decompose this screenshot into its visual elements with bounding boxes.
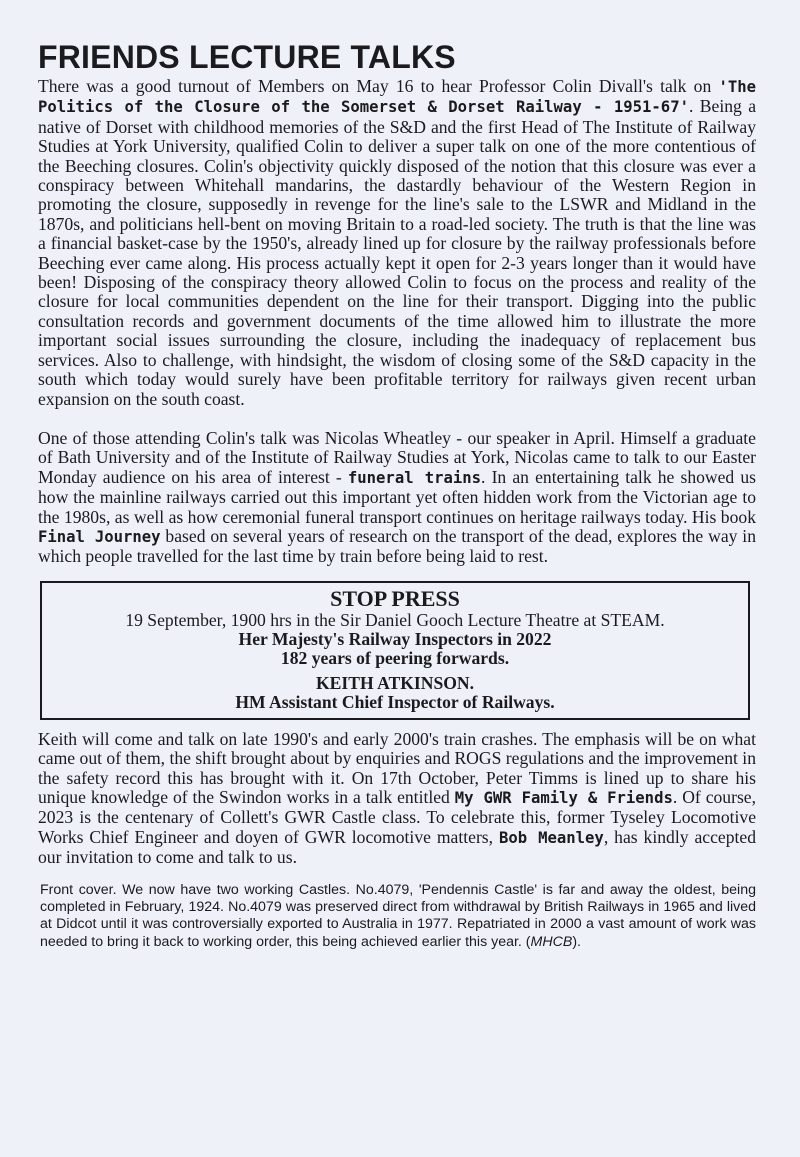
- bob-meanley-name: Bob Meanley: [499, 828, 604, 847]
- stop-press-box: [40, 581, 750, 720]
- stop-press-speaker: KEITH ATKINSON.: [315, 672, 475, 693]
- photo-credit: MHCB: [530, 933, 573, 950]
- para1-body: . Being a native of Dorset with childhood memories of the S&D and the first Head of The Institute of Railway Studies at York University, qualified Colin to deliver a super talk on one of the more contentious of the Beeching closures. Colin's objectivity quickly disposed of the notion that this closure was ever a conspiracy between Whitehall mandarins, the dastardly behaviour of the Western Region in promoting the closure, supposedly in revenge for the line's sale to the LSWR and Midland in the 1870s, and politicians hell-bent on moving Britain to a road-led society. The truth is that the line was a financial basket-case by the 1950's, already lined up for closure by the railway professionals before Beeching ever came along. His process actually kept it open for 2-3 years longer than it would have been! Disposing of the conspiracy theory allowed Colin to focus on the process and reality of the closure for local communities dependent on the line for their transport. Digging into the public consultation records and government documents of the time allowed him to illustrate the more important social issues surrounding the closure, including the inadequacy of replacement bus services. Also to challenge, with hindsight, the wisdom of closing some of the S&D capacity in the south which today would surely have been profitable territory for railways given recent urban expansion on the south coast.: [38, 96, 757, 409]
- page-heading: FRIENDS LECTURE TALKS: [38, 39, 456, 75]
- para1-intro: There was a good turnout of Members on May 16 to hear Professor Colin Divall's talk on: [38, 76, 719, 96]
- para3-text-2: . Of course, 2023 is the centenary of Collett's GWR Castle class. To celebrate this, former Tyseley Locomotive Works Chief Engineer and doyen of GWR locomotive matters,: [38, 786, 757, 847]
- upcoming-talks-paragraph: [38, 730, 756, 868]
- stop-press-talk-subtitle: 182 years of peering forwards.: [280, 647, 510, 668]
- stop-press-speaker-role: HM Assistant Chief Inspector of Railways.: [235, 691, 555, 712]
- talk-title: 'The Politics of the Closure of the Somerset & Dorset Railway - 1951-67': [38, 78, 756, 117]
- para2-text-3: based on several years of research on the transport of the dead, explores the way in which people travelled for the last time by train before being laid to rest.: [38, 525, 756, 567]
- nicolas-wheatley-paragraph: [38, 429, 756, 567]
- paragraph-gap: [38, 409, 756, 429]
- caption-end: ).: [572, 933, 581, 950]
- para2-text-1: One of those attending Colin's talk was Nicolas Wheatley - our speaker in April. Himself a graduate of Bath University and of the Institute of Railway Studies at York, Nicolas came to talk to our Easter Monday audience on his area of interest -: [38, 427, 756, 487]
- stop-press-talk-title: Her Majesty's Railway Inspectors in 2022: [238, 628, 552, 649]
- gwr-family-talk-title: My GWR Family & Friends: [454, 788, 673, 807]
- colin-divall-paragraph: [38, 77, 756, 409]
- para3-text-3: , has kindly accepted our invitation to come and talk to us.: [38, 826, 756, 868]
- stop-press-title: STOP PRESS: [330, 585, 460, 611]
- front-cover-caption: [40, 882, 756, 952]
- funeral-trains-phrase: funeral trains: [347, 468, 482, 487]
- caption-text: Front cover. We now have two working Castles. No.4079, 'Pendennis Castle' is far and away the oldest, being completed in February, 1924. No.4079 was preserved direct from withdrawal by British Railways in 1965 and lived at Didcot until it was controversially exported to Australia in 1977. Repatriated in 2000 a vast amount of work was needed to bring it back to working order, this being achieved earlier this year. (: [40, 881, 756, 950]
- para3-text-1: Keith will come and talk on late 1990's and early 2000's train crashes. The emphasis will be on what came out of them, the shift brought about by enquiries and ROGS regulations and the improvement in the safety record this has brought with it. On 17th October, Peter Timms is lined up to share his unique knowledge of the Swindon works in a talk entitled: [38, 728, 756, 807]
- final-journey-book: Final Journey: [38, 527, 161, 546]
- para2-text-2: . In an entertaining talk he showed us how the mainline railways carried out this important yet often hidden work from the Victorian age to the 1980s, as well as how ceremonial funeral transport continues on heritage railways today. His book: [38, 466, 756, 527]
- stop-press-date-venue: 19 September, 1900 hrs in the Sir Daniel Gooch Lecture Theatre at STEAM.: [125, 609, 665, 630]
